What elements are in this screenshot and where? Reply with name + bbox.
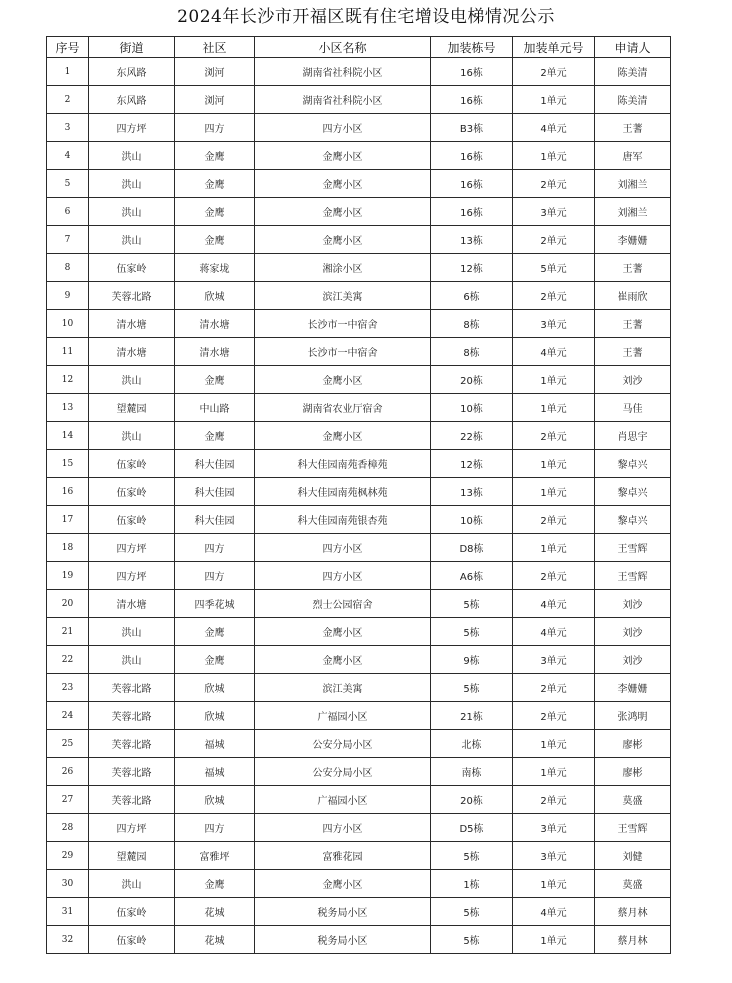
- cell-street: 芙蓉北路: [89, 674, 175, 702]
- cell-street: 四方坪: [89, 534, 175, 562]
- table-row: [47, 646, 671, 674]
- table-row: [47, 870, 671, 898]
- cell-building-no: 10栋: [431, 506, 513, 534]
- cell-community: 花城: [175, 898, 255, 926]
- cell-applicant: 王蓍: [595, 310, 671, 338]
- cell-applicant: 王蓍: [595, 114, 671, 142]
- cell-street: 洪山: [89, 366, 175, 394]
- cell-community: 四方: [175, 562, 255, 590]
- cell-seq: 4: [47, 142, 89, 170]
- cell-street: 芙蓉北路: [89, 730, 175, 758]
- cell-building-no: 13栋: [431, 226, 513, 254]
- cell-building-no: 16栋: [431, 198, 513, 226]
- cell-estate-name: 金鹰小区: [255, 366, 431, 394]
- cell-unit-no: 3单元: [513, 842, 595, 870]
- cell-applicant: 王蓍: [595, 254, 671, 282]
- cell-estate-name: 金鹰小区: [255, 618, 431, 646]
- cell-applicant: 唐军: [595, 142, 671, 170]
- cell-applicant: 刘湘兰: [595, 170, 671, 198]
- cell-unit-no: 2单元: [513, 170, 595, 198]
- cell-community: 清水塘: [175, 310, 255, 338]
- cell-applicant: 刘沙: [595, 590, 671, 618]
- table-row: [47, 562, 671, 590]
- cell-seq: 11: [47, 338, 89, 366]
- cell-seq: 14: [47, 422, 89, 450]
- cell-seq: 9: [47, 282, 89, 310]
- cell-building-no: 南栋: [431, 758, 513, 786]
- cell-estate-name: 广福园小区: [255, 786, 431, 814]
- cell-estate-name: 四方小区: [255, 562, 431, 590]
- cell-applicant: 王雪辉: [595, 562, 671, 590]
- cell-street: 洪山: [89, 142, 175, 170]
- table-row: [47, 170, 671, 198]
- cell-street: 伍家岭: [89, 450, 175, 478]
- cell-seq: 2: [47, 86, 89, 114]
- cell-community: 金鹰: [175, 422, 255, 450]
- cell-building-no: 5栋: [431, 926, 513, 954]
- cell-unit-no: 1单元: [513, 534, 595, 562]
- cell-street: 望麓园: [89, 394, 175, 422]
- cell-community: 欣城: [175, 702, 255, 730]
- cell-street: 洪山: [89, 198, 175, 226]
- cell-applicant: 李姗姗: [595, 226, 671, 254]
- cell-applicant: 陈美清: [595, 58, 671, 86]
- cell-building-no: 北栋: [431, 730, 513, 758]
- cell-street: 四方坪: [89, 814, 175, 842]
- cell-applicant: 马佳: [595, 394, 671, 422]
- cell-street: 四方坪: [89, 114, 175, 142]
- cell-applicant: 黎卓兴: [595, 450, 671, 478]
- column-header-community: 社区: [175, 37, 255, 58]
- table-row: [47, 730, 671, 758]
- cell-community: 欣城: [175, 674, 255, 702]
- cell-unit-no: 2单元: [513, 58, 595, 86]
- cell-applicant: 莫盛: [595, 786, 671, 814]
- table-header-row: [47, 37, 671, 58]
- cell-community: 金鹰: [175, 870, 255, 898]
- cell-building-no: 5栋: [431, 842, 513, 870]
- table-row: [47, 58, 671, 86]
- table-row: [47, 618, 671, 646]
- table-row: [47, 758, 671, 786]
- cell-seq: 25: [47, 730, 89, 758]
- cell-building-no: 16栋: [431, 86, 513, 114]
- cell-building-no: 16栋: [431, 170, 513, 198]
- cell-applicant: 蔡月林: [595, 926, 671, 954]
- cell-unit-no: 3单元: [513, 198, 595, 226]
- cell-building-no: 1栋: [431, 870, 513, 898]
- cell-estate-name: 滨江美寓: [255, 282, 431, 310]
- cell-estate-name: 烈士公园宿舍: [255, 590, 431, 618]
- cell-street: 芙蓉北路: [89, 786, 175, 814]
- cell-unit-no: 2单元: [513, 226, 595, 254]
- cell-community: 清水塘: [175, 338, 255, 366]
- cell-seq: 31: [47, 898, 89, 926]
- cell-seq: 23: [47, 674, 89, 702]
- cell-building-no: 9栋: [431, 646, 513, 674]
- cell-unit-no: 1单元: [513, 394, 595, 422]
- cell-community: 四方: [175, 534, 255, 562]
- cell-building-no: D8栋: [431, 534, 513, 562]
- column-header-street: 街道: [89, 37, 175, 58]
- table-row: [47, 590, 671, 618]
- cell-building-no: 13栋: [431, 478, 513, 506]
- cell-estate-name: 金鹰小区: [255, 422, 431, 450]
- table-row: [47, 478, 671, 506]
- table-body: [47, 58, 671, 954]
- cell-seq: 6: [47, 198, 89, 226]
- cell-community: 富雅坪: [175, 842, 255, 870]
- cell-applicant: 莫盛: [595, 870, 671, 898]
- table-row: [47, 142, 671, 170]
- page-title: 2024年长沙市开福区既有住宅增设电梯情况公示: [177, 7, 555, 27]
- cell-building-no: 20栋: [431, 366, 513, 394]
- elevator-installation-table: [46, 36, 671, 954]
- cell-unit-no: 1单元: [513, 758, 595, 786]
- cell-applicant: 刘沙: [595, 646, 671, 674]
- cell-estate-name: 金鹰小区: [255, 646, 431, 674]
- cell-community: 福城: [175, 730, 255, 758]
- cell-unit-no: 4单元: [513, 898, 595, 926]
- cell-community: 四季花城: [175, 590, 255, 618]
- cell-building-no: 20栋: [431, 786, 513, 814]
- cell-community: 金鹰: [175, 170, 255, 198]
- cell-community: 金鹰: [175, 198, 255, 226]
- cell-street: 芙蓉北路: [89, 758, 175, 786]
- cell-unit-no: 1单元: [513, 730, 595, 758]
- cell-seq: 20: [47, 590, 89, 618]
- cell-unit-no: 1单元: [513, 450, 595, 478]
- cell-estate-name: 科大佳园南苑枫林苑: [255, 478, 431, 506]
- cell-street: 四方坪: [89, 562, 175, 590]
- cell-estate-name: 富雅花园: [255, 842, 431, 870]
- cell-street: 芙蓉北路: [89, 282, 175, 310]
- cell-seq: 24: [47, 702, 89, 730]
- cell-seq: 19: [47, 562, 89, 590]
- cell-unit-no: 1单元: [513, 478, 595, 506]
- cell-street: 清水塘: [89, 310, 175, 338]
- table-row: [47, 898, 671, 926]
- table-row: [47, 534, 671, 562]
- table-row: [47, 702, 671, 730]
- cell-building-no: A6栋: [431, 562, 513, 590]
- cell-building-no: 6栋: [431, 282, 513, 310]
- cell-estate-name: 公安分局小区: [255, 730, 431, 758]
- cell-seq: 8: [47, 254, 89, 282]
- cell-building-no: 16栋: [431, 58, 513, 86]
- cell-applicant: 王雪辉: [595, 534, 671, 562]
- cell-seq: 22: [47, 646, 89, 674]
- cell-building-no: 5栋: [431, 590, 513, 618]
- cell-estate-name: 金鹰小区: [255, 170, 431, 198]
- cell-community: 四方: [175, 114, 255, 142]
- cell-street: 洪山: [89, 422, 175, 450]
- cell-community: 科大佳园: [175, 506, 255, 534]
- table-row: [47, 86, 671, 114]
- cell-building-no: 8栋: [431, 310, 513, 338]
- cell-street: 伍家岭: [89, 254, 175, 282]
- cell-street: 东风路: [89, 86, 175, 114]
- table-row: [47, 366, 671, 394]
- cell-estate-name: 科大佳园南苑银杏苑: [255, 506, 431, 534]
- cell-building-no: 5栋: [431, 618, 513, 646]
- cell-estate-name: 四方小区: [255, 114, 431, 142]
- cell-unit-no: 4单元: [513, 114, 595, 142]
- cell-unit-no: 3单元: [513, 646, 595, 674]
- cell-estate-name: 公安分局小区: [255, 758, 431, 786]
- cell-street: 伍家岭: [89, 506, 175, 534]
- cell-building-no: 5栋: [431, 898, 513, 926]
- cell-street: 伍家岭: [89, 478, 175, 506]
- cell-unit-no: 1单元: [513, 86, 595, 114]
- table-row: [47, 254, 671, 282]
- cell-unit-no: 2单元: [513, 674, 595, 702]
- cell-seq: 28: [47, 814, 89, 842]
- cell-seq: 7: [47, 226, 89, 254]
- column-header-applicant: 申请人: [595, 37, 671, 58]
- cell-street: 芙蓉北路: [89, 702, 175, 730]
- cell-community: 蒋家垅: [175, 254, 255, 282]
- table-row: [47, 198, 671, 226]
- cell-building-no: 5栋: [431, 674, 513, 702]
- cell-estate-name: 四方小区: [255, 534, 431, 562]
- cell-seq: 1: [47, 58, 89, 86]
- cell-seq: 12: [47, 366, 89, 394]
- cell-unit-no: 2单元: [513, 422, 595, 450]
- cell-estate-name: 湘涂小区: [255, 254, 431, 282]
- cell-estate-name: 湖南省农业厅宿舍: [255, 394, 431, 422]
- cell-building-no: 22栋: [431, 422, 513, 450]
- cell-estate-name: 金鹰小区: [255, 198, 431, 226]
- table-row: [47, 422, 671, 450]
- cell-building-no: 12栋: [431, 450, 513, 478]
- cell-estate-name: 税务局小区: [255, 926, 431, 954]
- cell-seq: 3: [47, 114, 89, 142]
- cell-unit-no: 2单元: [513, 786, 595, 814]
- cell-street: 清水塘: [89, 338, 175, 366]
- cell-building-no: 10栋: [431, 394, 513, 422]
- table-row: [47, 674, 671, 702]
- cell-street: 清水塘: [89, 590, 175, 618]
- cell-applicant: 李姗姗: [595, 674, 671, 702]
- column-header-seq: 序号: [47, 37, 89, 58]
- cell-building-no: 16栋: [431, 142, 513, 170]
- cell-applicant: 黎卓兴: [595, 478, 671, 506]
- cell-building-no: D5栋: [431, 814, 513, 842]
- cell-seq: 5: [47, 170, 89, 198]
- cell-seq: 26: [47, 758, 89, 786]
- cell-community: 金鹰: [175, 618, 255, 646]
- cell-street: 洪山: [89, 646, 175, 674]
- cell-applicant: 廖彬: [595, 758, 671, 786]
- cell-community: 福城: [175, 758, 255, 786]
- cell-street: 望麓园: [89, 842, 175, 870]
- table-row: [47, 310, 671, 338]
- cell-estate-name: 湖南省社科院小区: [255, 58, 431, 86]
- table-row: [47, 282, 671, 310]
- cell-community: 科大佳园: [175, 478, 255, 506]
- cell-unit-no: 1单元: [513, 142, 595, 170]
- cell-estate-name: 滨江美寓: [255, 674, 431, 702]
- cell-estate-name: 金鹰小区: [255, 870, 431, 898]
- cell-unit-no: 1单元: [513, 366, 595, 394]
- table-row: [47, 926, 671, 954]
- cell-unit-no: 3单元: [513, 814, 595, 842]
- cell-building-no: 8栋: [431, 338, 513, 366]
- cell-estate-name: 税务局小区: [255, 898, 431, 926]
- cell-building-no: 21栋: [431, 702, 513, 730]
- cell-applicant: 黎卓兴: [595, 506, 671, 534]
- cell-unit-no: 4单元: [513, 618, 595, 646]
- cell-seq: 32: [47, 926, 89, 954]
- cell-community: 金鹰: [175, 366, 255, 394]
- cell-community: 欣城: [175, 282, 255, 310]
- table-row: [47, 842, 671, 870]
- cell-street: 伍家岭: [89, 898, 175, 926]
- cell-applicant: 肖思宇: [595, 422, 671, 450]
- cell-community: 科大佳园: [175, 450, 255, 478]
- cell-estate-name: 金鹰小区: [255, 142, 431, 170]
- table-row: [47, 394, 671, 422]
- cell-applicant: 廖彬: [595, 730, 671, 758]
- cell-applicant: 张鸿明: [595, 702, 671, 730]
- cell-estate-name: 湖南省社科院小区: [255, 86, 431, 114]
- cell-seq: 18: [47, 534, 89, 562]
- cell-community: 欣城: [175, 786, 255, 814]
- cell-applicant: 王蓍: [595, 338, 671, 366]
- cell-seq: 15: [47, 450, 89, 478]
- cell-unit-no: 2单元: [513, 506, 595, 534]
- cell-unit-no: 5单元: [513, 254, 595, 282]
- table-row: [47, 506, 671, 534]
- cell-community: 花城: [175, 926, 255, 954]
- cell-seq: 17: [47, 506, 89, 534]
- table-row: [47, 114, 671, 142]
- cell-estate-name: 长沙市一中宿舍: [255, 310, 431, 338]
- cell-applicant: 刘沙: [595, 618, 671, 646]
- cell-unit-no: 1单元: [513, 926, 595, 954]
- cell-applicant: 刘健: [595, 842, 671, 870]
- cell-street: 伍家岭: [89, 926, 175, 954]
- cell-unit-no: 2单元: [513, 282, 595, 310]
- cell-street: 洪山: [89, 226, 175, 254]
- cell-unit-no: 1单元: [513, 870, 595, 898]
- cell-unit-no: 2单元: [513, 562, 595, 590]
- cell-building-no: 12栋: [431, 254, 513, 282]
- cell-street: 东风路: [89, 58, 175, 86]
- column-header-building-no: 加装栋号: [431, 37, 513, 58]
- cell-seq: 21: [47, 618, 89, 646]
- cell-unit-no: 4单元: [513, 590, 595, 618]
- cell-applicant: 崔雨欣: [595, 282, 671, 310]
- cell-estate-name: 长沙市一中宿舍: [255, 338, 431, 366]
- cell-applicant: 陈美清: [595, 86, 671, 114]
- cell-community: 中山路: [175, 394, 255, 422]
- cell-community: 金鹰: [175, 226, 255, 254]
- cell-seq: 13: [47, 394, 89, 422]
- cell-street: 洪山: [89, 870, 175, 898]
- table-row: [47, 450, 671, 478]
- cell-street: 洪山: [89, 170, 175, 198]
- table-row: [47, 814, 671, 842]
- table-row: [47, 226, 671, 254]
- table-row: [47, 338, 671, 366]
- table-row: [47, 786, 671, 814]
- cell-unit-no: 3单元: [513, 310, 595, 338]
- cell-seq: 27: [47, 786, 89, 814]
- cell-community: 金鹰: [175, 142, 255, 170]
- cell-seq: 30: [47, 870, 89, 898]
- cell-estate-name: 科大佳园南苑香樟苑: [255, 450, 431, 478]
- cell-estate-name: 金鹰小区: [255, 226, 431, 254]
- cell-street: 洪山: [89, 618, 175, 646]
- cell-applicant: 刘湘兰: [595, 198, 671, 226]
- cell-applicant: 刘沙: [595, 366, 671, 394]
- cell-community: 四方: [175, 814, 255, 842]
- cell-community: 浏河: [175, 58, 255, 86]
- cell-estate-name: 广福园小区: [255, 702, 431, 730]
- cell-seq: 10: [47, 310, 89, 338]
- cell-estate-name: 四方小区: [255, 814, 431, 842]
- cell-community: 金鹰: [175, 646, 255, 674]
- cell-seq: 16: [47, 478, 89, 506]
- cell-unit-no: 2单元: [513, 702, 595, 730]
- column-header-estate-name: 小区名称: [255, 37, 431, 58]
- cell-applicant: 王雪辉: [595, 814, 671, 842]
- cell-seq: 29: [47, 842, 89, 870]
- column-header-unit-no: 加装单元号: [513, 37, 595, 58]
- cell-applicant: 蔡月林: [595, 898, 671, 926]
- cell-community: 浏河: [175, 86, 255, 114]
- cell-unit-no: 4单元: [513, 338, 595, 366]
- cell-building-no: B3栋: [431, 114, 513, 142]
